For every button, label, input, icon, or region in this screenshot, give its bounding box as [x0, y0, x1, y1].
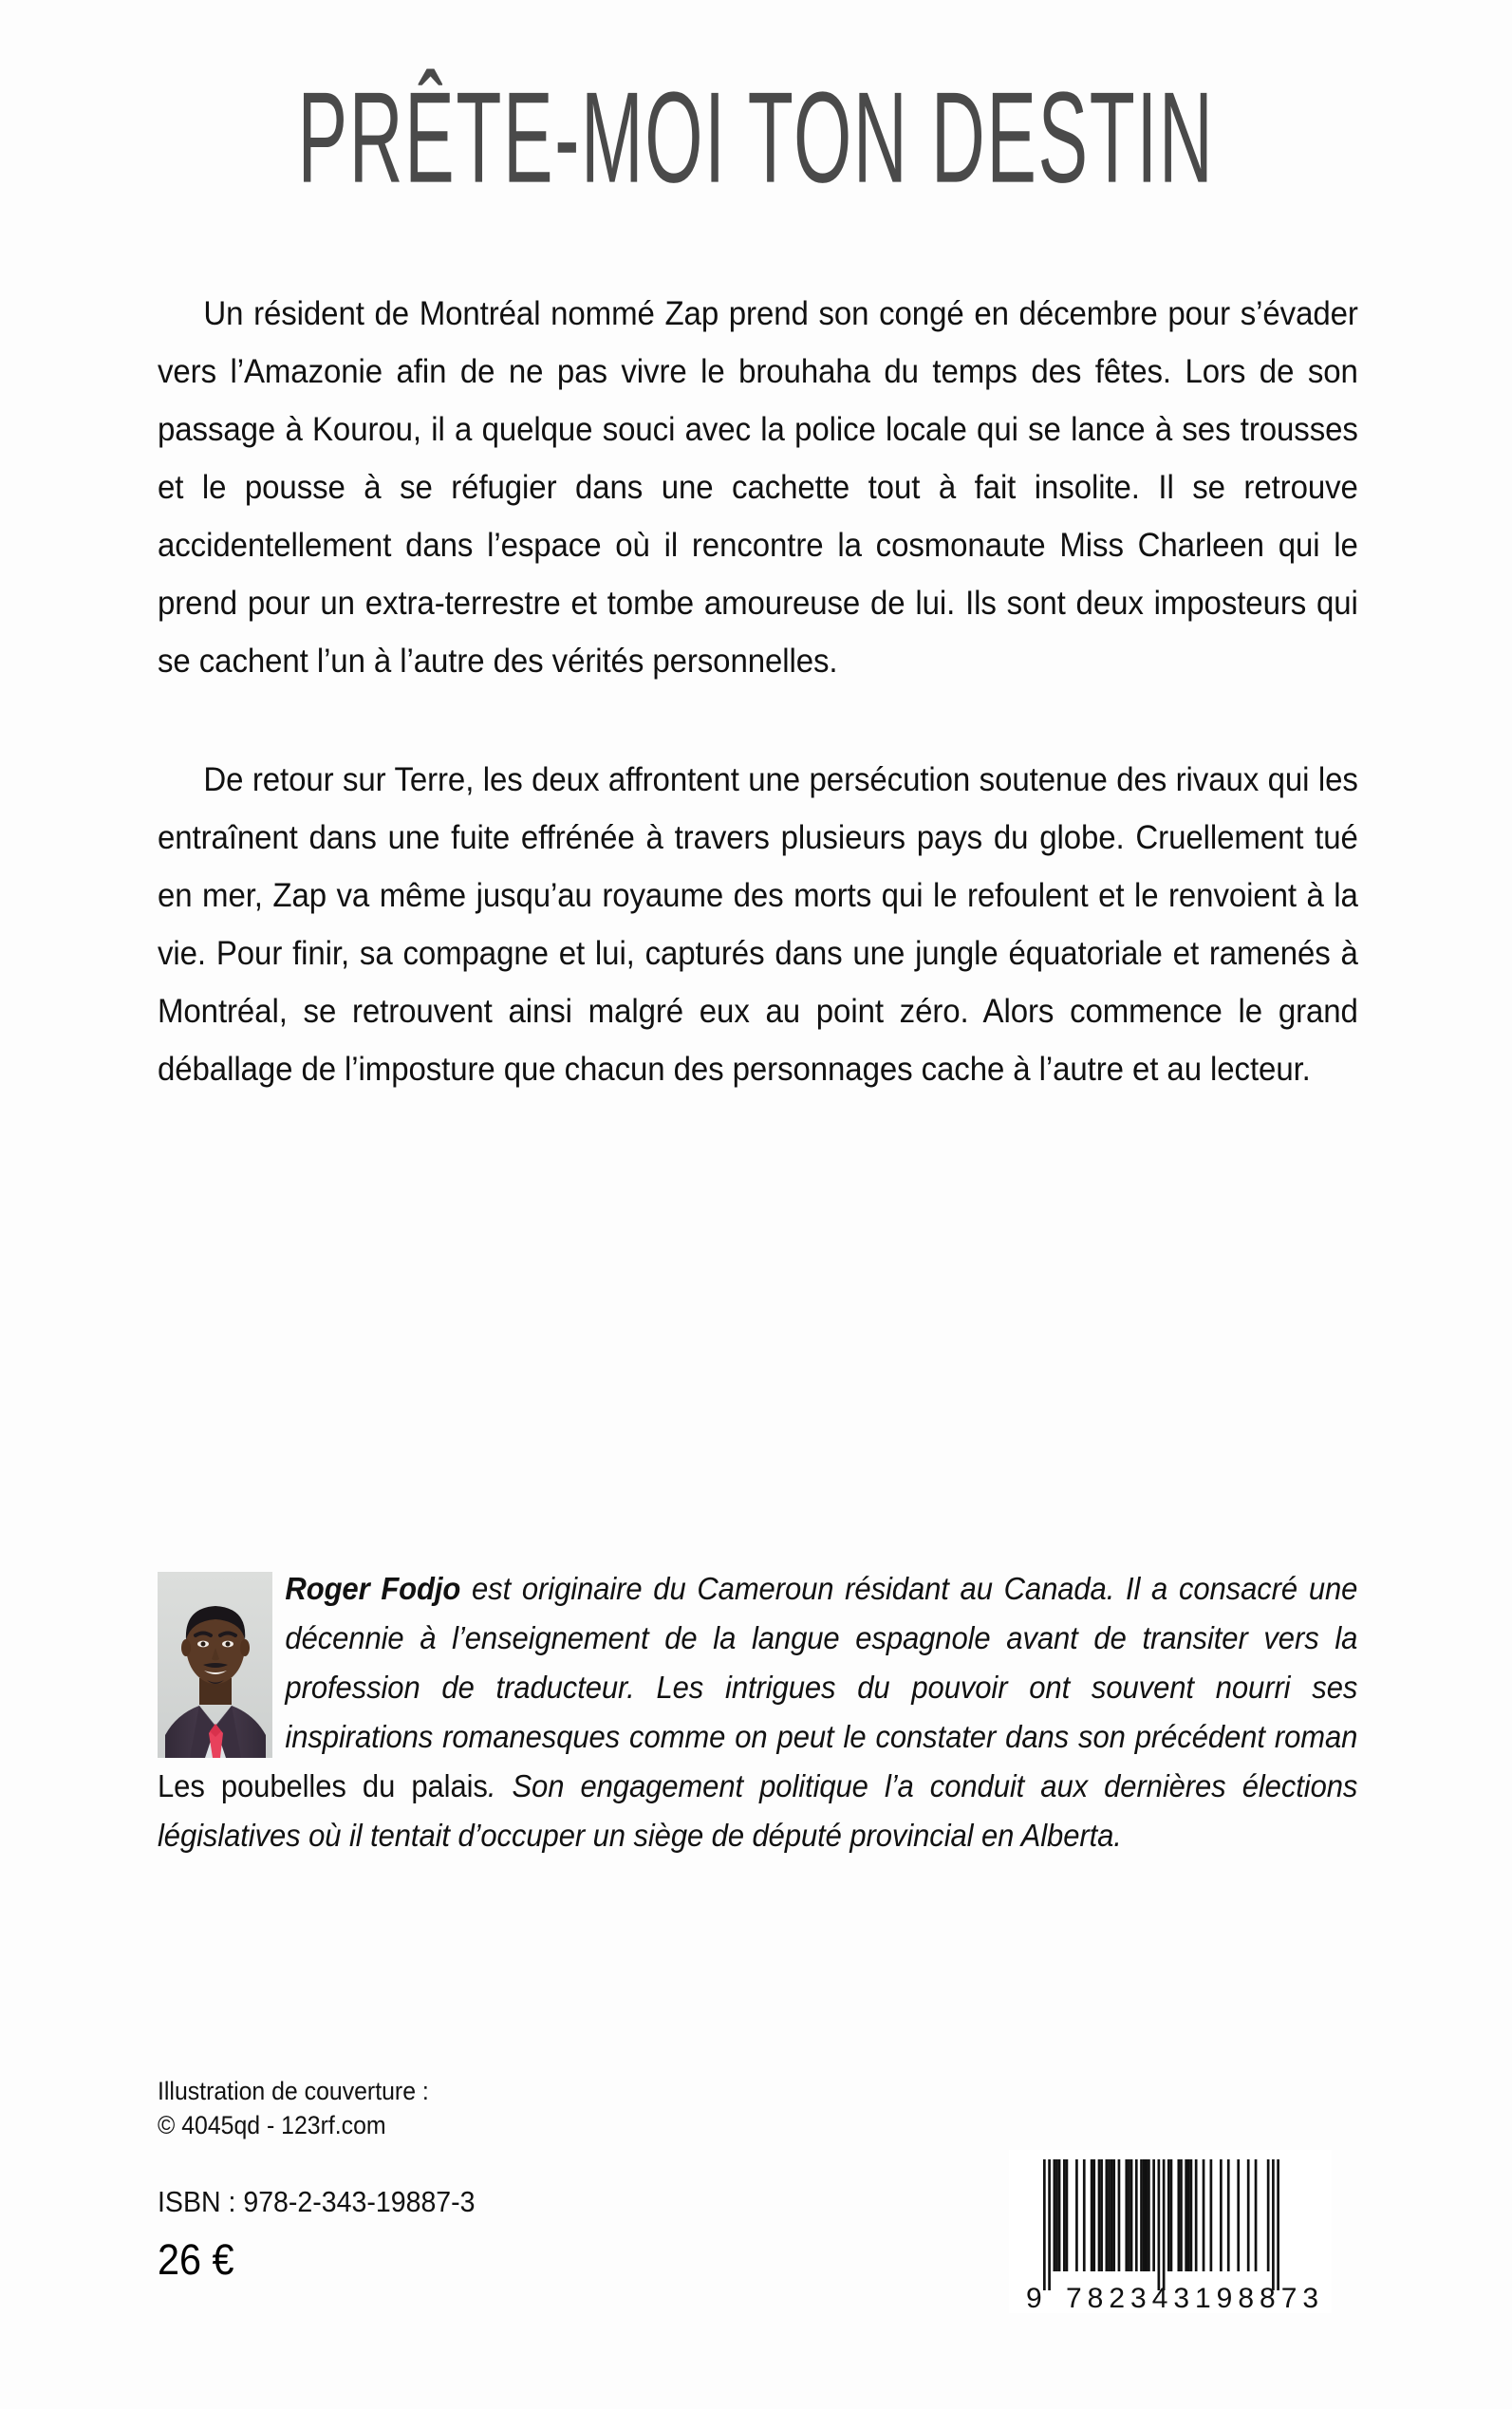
synopsis-paragraph-2: De retour sur Terre, les deux affrontent une persécution soutenue des rivaux qui les entraînent dans une fuite effrénée à travers plusieurs pays du globe. Cruellement tué en mer, Zap va même jusqu’au royaume des morts qui le refoulent et le renvoient à la vie. Pour finir, sa compagne et lui, capturés dans une jungle équatoriale et ramenés à Montréal, se retrouvent ainsi malgré eux au point zéro. Alors commence le grand déballage de l’imposture que chacun des personnages cache à l’autre et au lecteur.: [158, 760, 1358, 1088]
svg-text:198873: 198873: [1195, 2283, 1325, 2313]
previous-book-title: Les poubelles du palais: [158, 1768, 488, 1803]
synopsis-block: [158, 285, 1357, 1098]
isbn-text: ISBN : 978-2-343-19887-3: [158, 2185, 476, 2218]
ean13-barcode: [1009, 2150, 1332, 2313]
cover-illustration-credit: [158, 2074, 690, 2142]
cover-credit-line-1: Illustration de couverture :: [158, 2077, 429, 2105]
author-bio-part-1: est originaire du Cameroun résidant au Canada. Il a consacré une décennie à l’enseignement de la langue espagnole avant de transiter vers la profession de traducteur. Les intrigues du pouvoir ont souvent nourri ses inspirations romanesques comme on peut le constater dans son précédent roman: [285, 1571, 1358, 1754]
footer-block: [158, 2074, 689, 2285]
synopsis-paragraph-1: Un résident de Montréal nommé Zap prend son congé en décembre pour s’évader vers l’Amazonie afin de ne pas vivre le brouhaha du temps des fêtes. Lors de son passage à Kourou, il a quelque souci avec la police locale qui se lance à ses trousses et le pousse à se réfugier dans une cachette tout à fait insolite. Il se retrouve accidentellement dans l’espace où il rencontre la cosmonaute Miss Charleen qui le prend pour un extra-terrestre et tombe amoureuse de lui. Ils sont deux imposteurs qui se cachent l’un à l’autre des vérités personnelles.: [158, 294, 1358, 680]
author-bio-text: [158, 1564, 1357, 1860]
svg-text:782343: 782343: [1066, 2283, 1196, 2313]
cover-credit-line-2: © 4045qd - 123rf.com: [158, 2111, 386, 2139]
svg-text:9: 9: [1026, 2283, 1042, 2313]
author-bio-section: [158, 1564, 1359, 1860]
page-title: PRÊTE-MOI TON DESTIN: [297, 65, 1215, 211]
price-text: 26 €: [158, 2235, 234, 2284]
author-bio-part-2: . Son engagement politique l’a conduit aux dernières élections législatives où il tentait d’occuper un siège de député provincial en Alberta.: [158, 1768, 1358, 1853]
author-name: Roger Fodjo: [285, 1571, 461, 1606]
